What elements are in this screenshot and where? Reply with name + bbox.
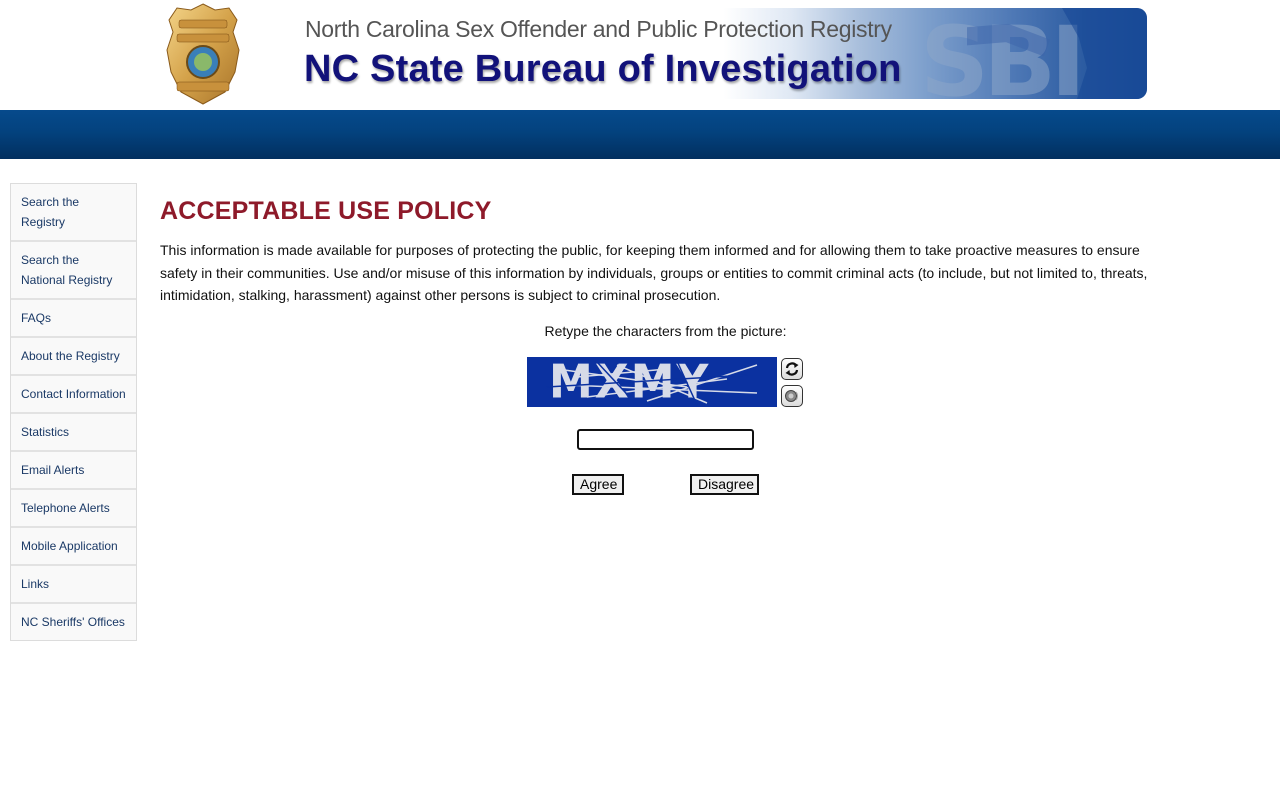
main-content bbox=[160, 195, 1160, 307]
speaker-icon bbox=[784, 388, 800, 404]
sidebar-item-contact-information[interactable]: Contact Information bbox=[11, 376, 136, 414]
captcha-prompt: Retype the characters from the picture: bbox=[544, 323, 787, 339]
sidebar-item-email-alerts[interactable]: Email Alerts bbox=[11, 452, 136, 490]
captcha-image bbox=[527, 357, 777, 407]
refresh-icon bbox=[784, 361, 800, 377]
policy-text: This information is made available for purposes of protecting the public, for keeping them informed and for allowing them to take proactive measures to ensure safety in their communities. Use and/or misuse of this information by individuals, groups or entities to commit criminal acts (to include, but not limited to, threats, intimidation, stalking, harassment) against other persons is subject to criminal prosecution. bbox=[160, 242, 1148, 303]
sidebar-item-faqs[interactable]: FAQs bbox=[11, 300, 136, 338]
sidebar-nav bbox=[10, 183, 137, 641]
sbi-logo: SBI bbox=[920, 8, 1081, 99]
sbi-badge-icon bbox=[163, 2, 243, 106]
sidebar-item-telephone-alerts[interactable]: Telephone Alerts bbox=[11, 490, 136, 528]
sidebar-item-links[interactable]: Links bbox=[11, 566, 136, 604]
nc-map-icon bbox=[967, 8, 1147, 99]
captcha-refresh-button[interactable] bbox=[781, 358, 803, 380]
top-nav-bar bbox=[0, 110, 1280, 159]
sidebar-item-search-national-registry[interactable]: Search the National Registry bbox=[11, 242, 136, 300]
captcha-section bbox=[160, 320, 1171, 492]
sidebar-item-search-registry[interactable]: Search the Registry bbox=[11, 184, 136, 242]
sidebar-item-about-registry[interactable]: About the Registry bbox=[11, 338, 136, 376]
agree-button[interactable]: Agree bbox=[572, 474, 624, 495]
page-title: ACCEPTABLE USE POLICY bbox=[160, 197, 492, 225]
captcha-noise-lines bbox=[527, 357, 777, 407]
header-subtitle: North Carolina Sex Offender and Public Protection Registry bbox=[305, 16, 892, 42]
site-header bbox=[0, 0, 1280, 110]
captcha-image-text: MXMY bbox=[549, 357, 711, 407]
disagree-button[interactable]: Disagree bbox=[690, 474, 759, 495]
sidebar-item-mobile-application[interactable]: Mobile Application bbox=[11, 528, 136, 566]
header-title: NC State Bureau of Investigation bbox=[304, 48, 902, 90]
captcha-input[interactable] bbox=[577, 429, 754, 450]
captcha-row bbox=[527, 357, 817, 409]
header-banner bbox=[300, 8, 1147, 99]
sidebar-item-nc-sheriffs-offices[interactable]: NC Sheriffs' Offices bbox=[11, 604, 136, 640]
captcha-audio-button[interactable] bbox=[781, 385, 803, 407]
sidebar-item-statistics[interactable]: Statistics bbox=[11, 414, 136, 452]
